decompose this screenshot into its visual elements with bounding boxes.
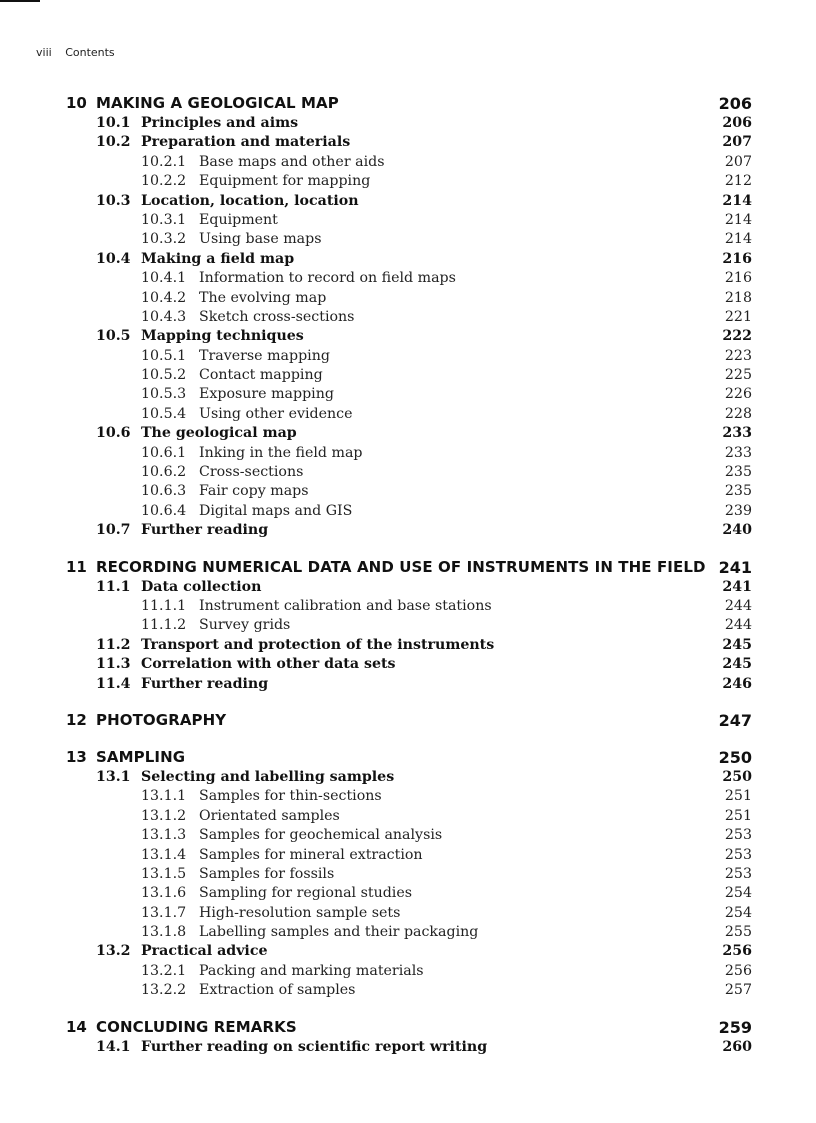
entry-page: 228 [724,405,752,422]
entry-number: 10.4.3 [141,308,187,325]
entry-page: 251 [724,788,752,805]
entry-page: 216 [722,250,752,267]
chapter-number: 14 [66,1017,87,1036]
entry-title: Cross-sections [199,464,304,481]
entry-page: 221 [724,308,752,325]
entry-title: Base maps and other aids [199,153,385,170]
section-entry[interactable] [0,521,816,540]
subsection-entry[interactable] [0,865,816,884]
entry-number: 10.4.2 [141,289,187,306]
entry-number: 13.1.6 [141,885,187,902]
entry-number: 10.6.4 [141,502,187,519]
subsection-entry[interactable] [0,230,816,249]
entry-number: 13.1.2 [141,807,187,824]
section-entry[interactable] [0,578,816,597]
entry-page: 256 [722,943,752,960]
entry-title: High-resolution sample sets [199,904,401,921]
entry-page: 207 [724,153,752,170]
entry-title: Using other evidence [199,405,353,422]
entry-number: 10.3.2 [141,231,187,248]
entry-number: 10.1 [96,115,131,131]
entry-title: Sampling for regional studies [199,885,412,902]
subsection-entry[interactable] [0,347,816,366]
entry-number: 13.2.1 [141,962,187,979]
entry-number: 10.4 [96,250,131,267]
entry-number: 10.5.1 [141,347,187,364]
entry-page: 254 [724,885,752,902]
table-of-contents [0,90,816,1057]
section-entry[interactable] [0,192,816,211]
chapter-page: 247 [718,710,752,730]
entry-page: 233 [722,425,752,442]
entry-number: 14.1 [96,1038,131,1055]
running-head-label: Contents [65,46,115,59]
subsection-entry[interactable] [0,211,816,230]
entry-number: 10.2 [96,134,131,151]
entry-page: 235 [724,464,752,481]
section-entry[interactable] [0,675,816,694]
chapter-number: 13 [66,747,87,766]
chapter-number: 11 [66,557,87,576]
subsection-entry[interactable] [0,597,816,616]
entry-page: 240 [722,522,752,539]
entry-title: Fair copy maps [199,483,309,500]
entry-title: Preparation and materials [141,134,351,151]
subsection-entry[interactable] [0,502,816,521]
page-folio: viii [36,46,52,59]
entry-number: 13.1 [96,768,131,785]
entry-title: Traverse mapping [199,347,330,364]
entry-page: 223 [724,347,752,364]
entry-title: Samples for fossils [199,865,335,882]
chapter-title: MAKING A GEOLOGICAL MAP [96,94,339,112]
entry-title: Further reading [141,675,269,692]
entry-title: Equipment for mapping [199,173,371,190]
entry-page: 244 [724,597,752,614]
chapter-title: PHOTOGRAPHY [96,710,227,729]
subsection-entry[interactable] [0,923,816,942]
entry-number: 10.6.3 [141,483,187,500]
entry-title: Orientated samples [199,807,340,824]
subsection-entry[interactable] [0,807,816,826]
entry-page: 207 [722,134,752,151]
entry-title: The geological map [141,425,297,442]
entry-page: 254 [724,904,752,921]
chapter-heading[interactable] [0,92,816,114]
entry-title: Exposure mapping [199,386,334,403]
subsection-entry[interactable] [0,366,816,385]
top-rule [0,0,40,2]
entry-title: Digital maps and GIS [199,502,353,519]
entry-number: 13.1.5 [141,865,187,882]
entry-page: 245 [722,636,752,653]
entry-page: 245 [722,656,752,673]
entry-page: 212 [724,173,752,190]
entry-page: 244 [724,617,752,634]
entry-page: 241 [722,578,752,595]
entry-number: 10.5.2 [141,367,187,384]
entry-number: 10.5.3 [141,386,187,403]
section-entry[interactable] [0,250,816,269]
entry-page: 206 [722,115,752,131]
entry-title: Samples for mineral extraction [199,846,423,863]
subsection-entry[interactable] [0,463,816,482]
entry-page: 253 [724,865,752,882]
subsection-entry[interactable] [0,482,816,501]
entry-page: 214 [724,231,752,248]
entry-title: Transport and protection of the instruments [141,636,495,653]
entry-title: Samples for thin-sections [199,788,382,805]
entry-page: 256 [724,962,752,979]
chapter-page: 241 [718,557,752,577]
entry-page: 216 [724,270,752,287]
subsection-entry[interactable] [0,444,816,463]
entry-number: 11.2 [96,636,131,653]
entry-number: 10.4.1 [141,270,187,287]
entry-number: 13.1.8 [141,924,187,941]
entry-page: 253 [724,827,752,844]
section-entry[interactable] [0,942,816,961]
entry-number: 11.1.2 [141,617,187,634]
running-head [36,46,115,59]
section-entry[interactable] [0,655,816,674]
entry-page: 255 [724,924,752,941]
entry-page: 253 [724,846,752,863]
entry-number: 13.1.7 [141,904,187,921]
subsection-entry[interactable] [0,904,816,923]
subsection-entry[interactable] [0,884,816,903]
subsection-entry[interactable] [0,787,816,806]
subsection-entry[interactable] [0,172,816,191]
entry-number: 13.1.3 [141,827,187,844]
entry-title: Contact mapping [199,367,323,384]
entry-page: 214 [722,192,752,209]
section-entry[interactable] [0,424,816,443]
entry-number: 10.5.4 [141,405,187,422]
entry-title: The evolving map [199,289,327,306]
entry-page: 239 [724,502,752,519]
chapter-page: 259 [718,1017,752,1037]
subsection-entry[interactable] [0,289,816,308]
entry-number: 10.2.1 [141,153,187,170]
entry-page: 260 [722,1038,752,1055]
entry-title: Location, location, location [141,192,359,209]
chapter-title: SAMPLING [96,747,186,766]
entry-number: 11.3 [96,656,131,673]
entry-number: 10.3 [96,192,131,209]
entry-title: Samples for geochemical analysis [199,827,443,844]
chapter-heading[interactable] [0,1016,816,1038]
entry-title: Correlation with other data sets [141,656,396,673]
entry-title: Principles and aims [141,115,299,131]
entry-title: Survey grids [199,617,291,634]
entry-page: 233 [724,444,752,461]
entry-number: 10.6 [96,425,131,442]
entry-title: Data collection [141,578,262,595]
subsection-entry[interactable] [0,616,816,635]
entry-page: 225 [724,367,752,384]
chapter-number: 12 [66,710,87,729]
entry-title: Labelling samples and their packaging [199,924,479,941]
entry-page: 214 [724,211,752,228]
entry-title: Information to record on field maps [199,270,456,287]
entry-title: Mapping techniques [141,328,304,345]
entry-page: 235 [724,483,752,500]
section-entry[interactable] [0,636,816,655]
subsection-entry[interactable] [0,385,816,404]
entry-title: Making a field map [141,250,295,267]
entry-page: 222 [722,328,752,345]
chapter-number: 10 [66,94,87,112]
entry-page: 226 [724,386,752,403]
entry-page: 257 [724,982,752,999]
section-entry[interactable] [0,327,816,346]
chapter-page: 206 [718,94,752,113]
entry-title: Instrument calibration and base stations [199,597,492,614]
entry-title: Further reading [141,522,269,539]
entry-title: Packing and marking materials [199,962,424,979]
subsection-entry[interactable] [0,405,816,424]
section-entry[interactable] [0,768,816,787]
entry-page: 218 [724,289,752,306]
entry-number: 11.4 [96,675,131,692]
entry-page: 250 [722,768,752,785]
chapter-title: RECORDING NUMERICAL DATA AND USE OF INSTRUMENTS IN THE FIELD [96,557,706,576]
entry-number: 10.6.1 [141,444,187,461]
entry-page: 251 [724,807,752,824]
entry-number: 11.1 [96,578,131,595]
entry-number: 10.5 [96,328,131,345]
subsection-entry[interactable] [0,826,816,845]
subsection-entry[interactable] [0,981,816,1000]
section-entry[interactable] [0,1038,816,1057]
entry-title: Further reading on scientific report writing [141,1038,488,1055]
entry-number: 13.2 [96,943,131,960]
entry-title: Using base maps [199,231,322,248]
chapter-heading[interactable] [0,746,816,768]
entry-number: 11.1.1 [141,597,187,614]
entry-title: Selecting and labelling samples [141,768,395,785]
section-entry[interactable] [0,133,816,152]
entry-number: 13.1.1 [141,788,187,805]
subsection-entry[interactable] [0,308,816,327]
entry-number: 13.2.2 [141,982,187,999]
entry-number: 13.1.4 [141,846,187,863]
chapter-heading[interactable] [0,709,816,731]
entry-title: Inking in the field map [199,444,363,461]
chapter-page: 250 [718,747,752,767]
entry-number: 10.3.1 [141,211,187,228]
section-entry[interactable] [0,114,816,133]
entry-title: Equipment [199,211,278,228]
entry-number: 10.6.2 [141,464,187,481]
entry-page: 246 [722,675,752,692]
chapter-title: CONCLUDING REMARKS [96,1017,297,1036]
entry-title: Practical advice [141,943,268,960]
subsection-entry[interactable] [0,269,816,288]
subsection-entry[interactable] [0,846,816,865]
entry-title: Sketch cross-sections [199,308,355,325]
chapter-heading[interactable] [0,556,816,578]
subsection-entry[interactable] [0,153,816,172]
subsection-entry[interactable] [0,962,816,981]
entry-number: 10.7 [96,522,131,539]
entry-title: Extraction of samples [199,982,356,999]
entry-number: 10.2.2 [141,173,187,190]
